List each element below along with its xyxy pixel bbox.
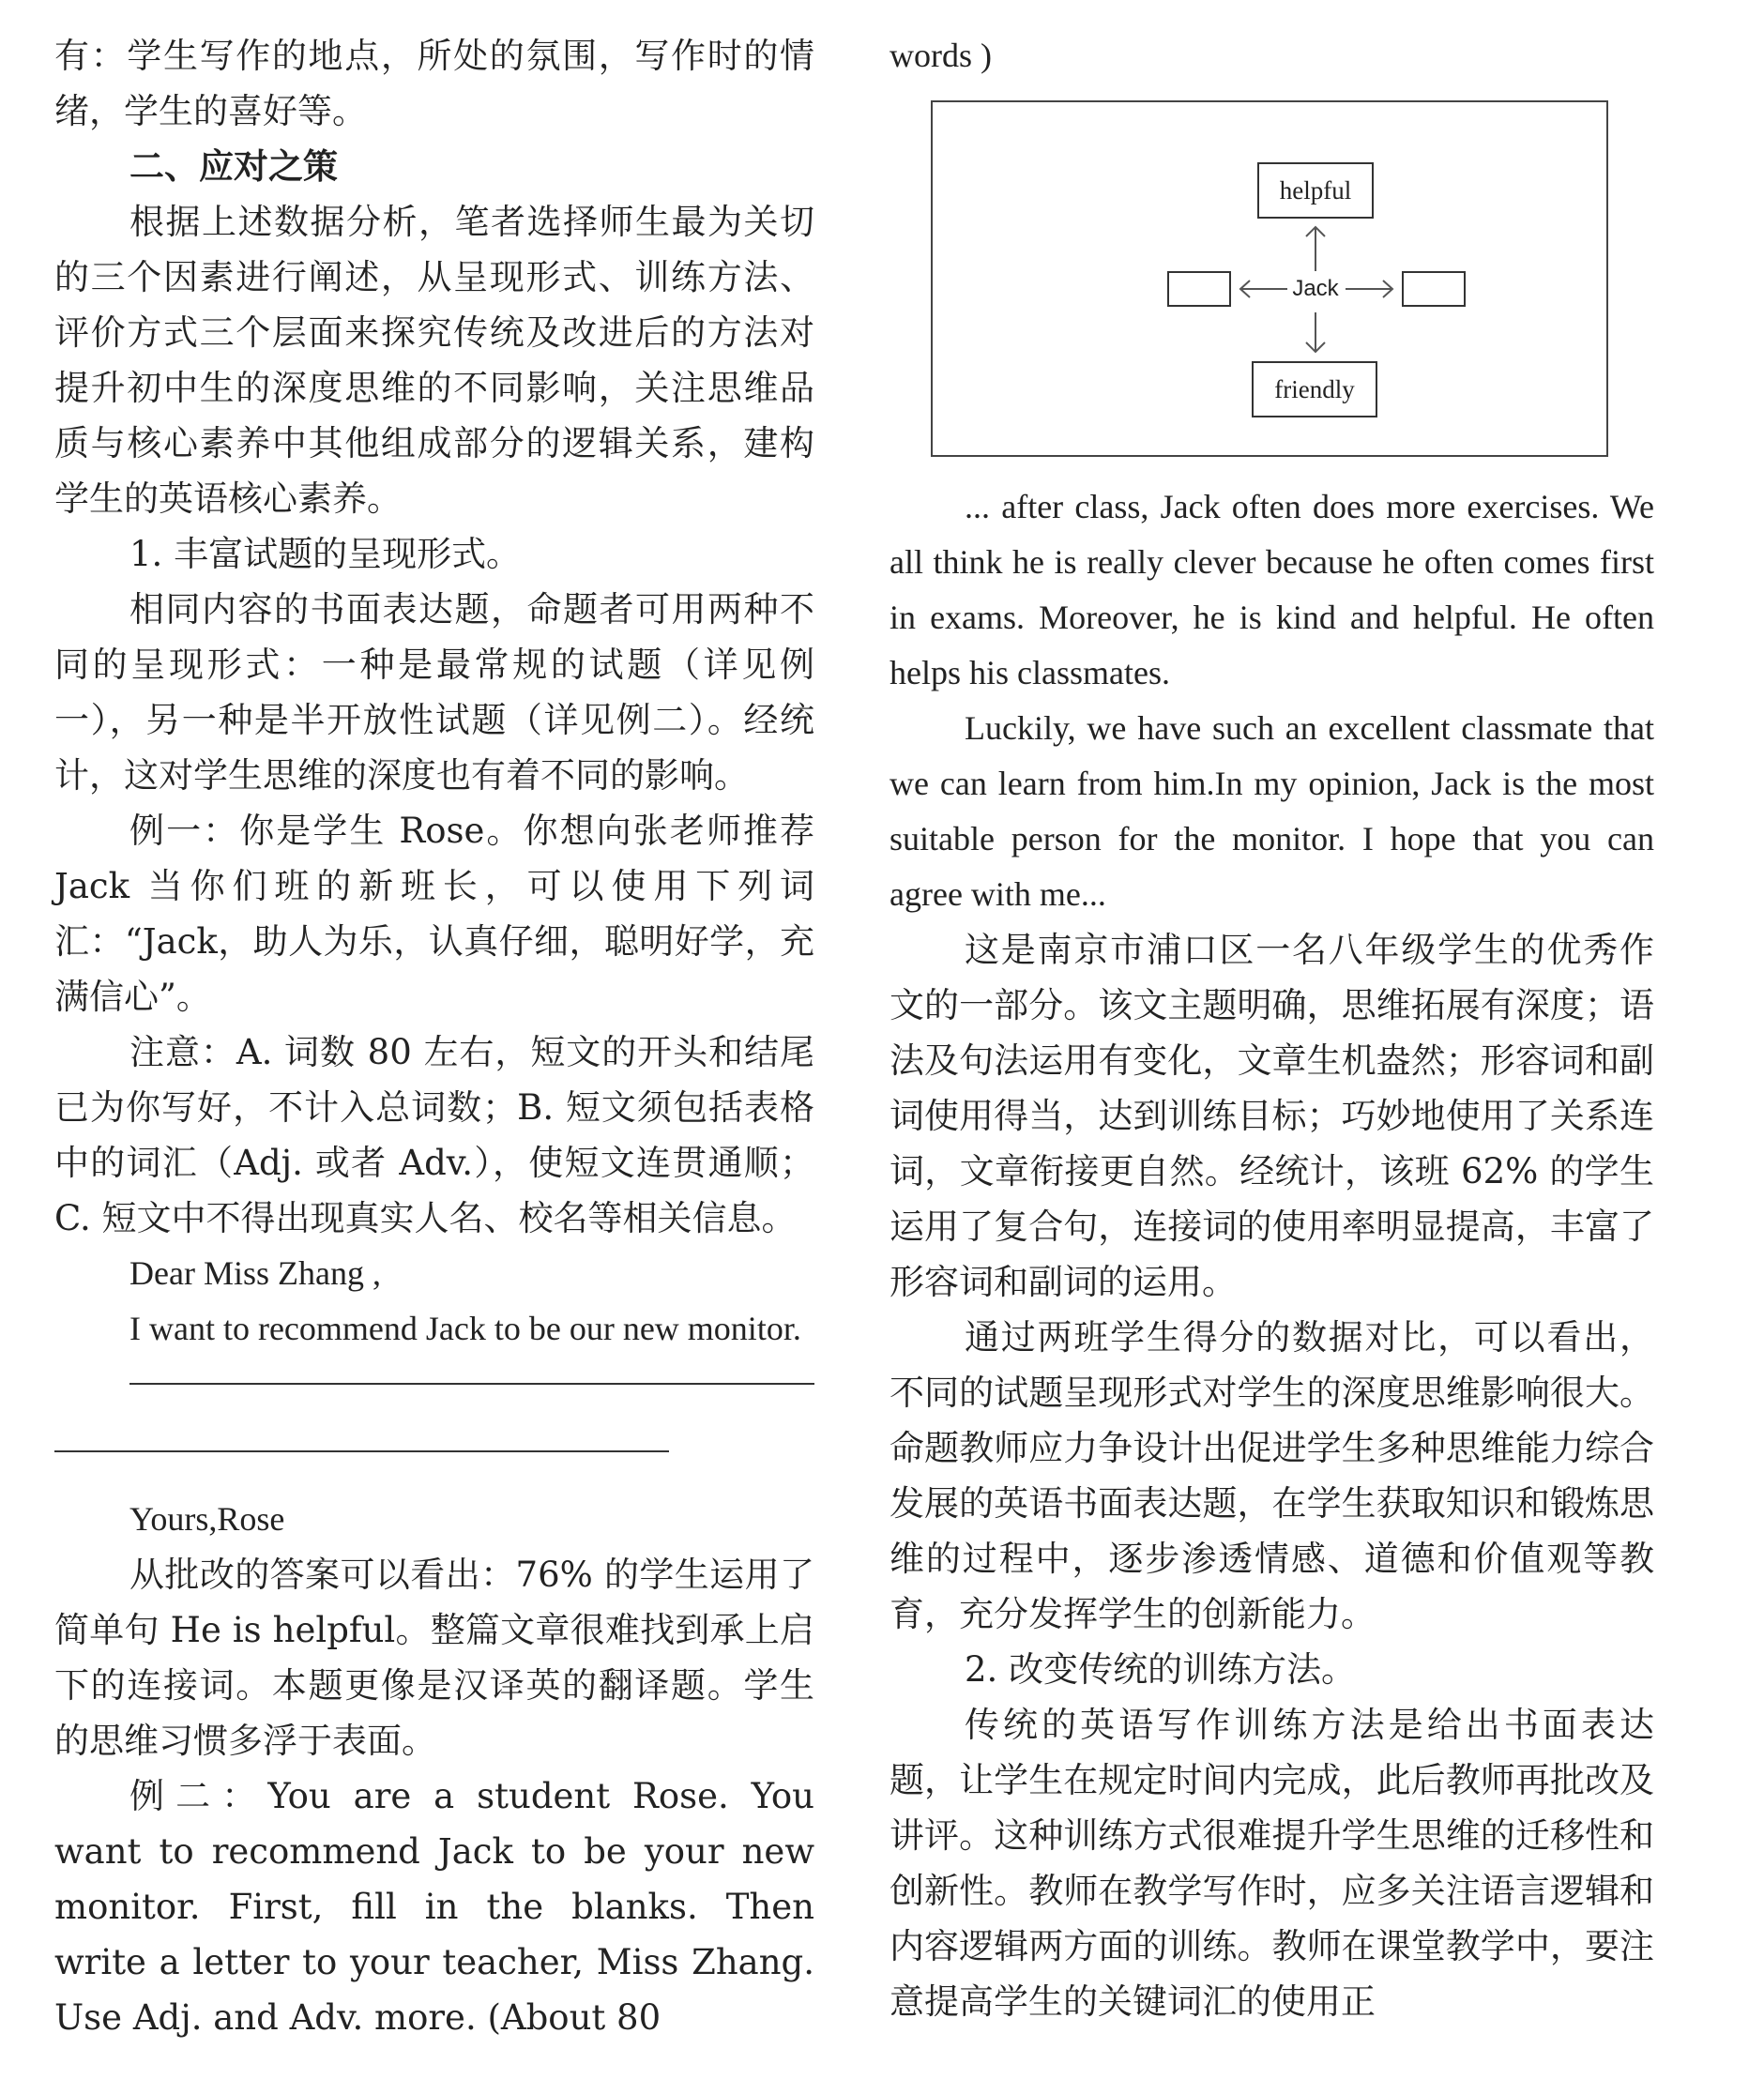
letter-signoff: Yours,Rose bbox=[129, 1500, 285, 1538]
paragraph-comparison: 通过两班学生得分的数据对比，可以看出，不同的试题呈现形式对学生的深度思维影响很大。命题教师应力争设计出促进学生多种思维能力综合发展的英语书面表达题，在学生获取知识和锻炼思维的过程中，逐步渗透情感、道德和价值观等教育，充分发挥学生的创新能力。 bbox=[890, 1317, 1654, 1634]
example-1-prompt: 例一：你是学生 Rose。你想向张老师推荐 Jack 当你们班的新班长，可以使用下列词汇：“Jack，助人为乐，认真仔细，聪明好学，充满信心”。 bbox=[54, 811, 814, 1017]
writing-blank-line bbox=[129, 1381, 814, 1385]
student-essay-paragraph-2: Luckily, we have such an excellent classmate that we can learn from him.In my opinion, Jack is the most suitable person for the monitor. I hope that you can agree with me... bbox=[890, 709, 1654, 913]
subheading-1: 1. 丰富试题的呈现形式。 bbox=[129, 534, 522, 574]
word-box-helpful: helpful bbox=[1257, 162, 1374, 219]
paragraph-intro-continuation: 有：学生写作的地点，所处的氛围，写作时的情绪，学生的喜好等。 bbox=[54, 36, 814, 131]
example-2-prompt: 例二：You are a student Rose. You want to recommend Jack to be your new monitor. First, fill in the blanks. Then write a letter to your teacher, Miss Zhang. Use Adj. and Adv. more. (About 80 bbox=[54, 1776, 814, 2038]
center-label-jack: Jack bbox=[1292, 276, 1339, 301]
left-column bbox=[54, 28, 814, 2045]
paragraph-presentation-forms: 相同内容的书面表达题，命题者可用两种不同的呈现形式：一种是最常规的试题（详见例一），另一种是半开放性试题（详见例二）。经统计，这对学生思维的深度也有着不同的影响。 bbox=[54, 589, 814, 796]
section-heading: 二、应对之策 bbox=[129, 145, 338, 187]
blank-box-right bbox=[1402, 271, 1466, 307]
example-1-note: 注意：A. 词数 80 左右，短文的开头和结尾已为你写好，不计入总词数；B. 短文须包括表格中的词汇（Adj. 或者 Adv.），使短文连贯通顺；C. 短文中不得出现真实人名、校名等相关信息。 bbox=[54, 1032, 814, 1238]
word-box-friendly: friendly bbox=[1252, 361, 1377, 417]
writing-blank-line bbox=[54, 1449, 669, 1452]
student-essay-paragraph-1: ... after class, Jack often does more exercises. We all think he is really clever because he often comes first in exams. Moreover, he is kind and helpful. He often helps his classmates. bbox=[890, 488, 1654, 691]
paragraph-essay-analysis: 这是南京市浦口区一名八年级学生的优秀作文的一部分。该文主题明确，思维拓展有深度；语法及句法运用有变化，文章生机盎然；形容词和副词使用得当，达到训练目标；巧妙地使用了关系连词，文章衔接更自然。经统计，该班 62% 的学生运用了复合句，连接词的使用率明显提高，丰富了形容词和副词的运用。 bbox=[890, 930, 1654, 1302]
letter-body: I want to recommend Jack to be our new monitor. bbox=[129, 1310, 801, 1347]
paragraph-training-methods: 传统的英语写作训练方法是给出书面表达题，让学生在规定时间内完成，此后教师再批改及讲评。这种训练方式很难提升学生思维的迁移性和创新性。教师在教学写作时，应多关注语言逻辑和内容逻辑两方面的训练。教师在课堂教学中，要注意提高学生的关键词汇的使用正 bbox=[890, 1705, 1654, 2022]
subheading-2: 2. 改变传统的训练方法。 bbox=[965, 1649, 1357, 1690]
letter-greeting: Dear Miss Zhang , bbox=[129, 1254, 381, 1292]
blank-box-left bbox=[1167, 271, 1231, 307]
paragraph-example-1-analysis: 从批改的答案可以看出：76% 的学生运用了简单句 He is helpful。整篇文章很难找到承上启下的连接词。本题更像是汉译英的翻译题。学生的思维习惯多浮于表面。 bbox=[54, 1555, 814, 1761]
example-2-continuation: words ) bbox=[890, 37, 992, 74]
paragraph-strategy-overview: 根据上述数据分析，笔者选择师生最为关切的三个因素进行阐述，从呈现形式、训练方法、评价方式三个层面来探究传统及改进后的方法对提升初中生的深度思维的不同影响，关注思维品质与核心素养中其他组成部分的逻辑关系，建构学生的英语核心素养。 bbox=[54, 202, 814, 519]
right-column bbox=[890, 28, 1654, 2029]
word-map-figure bbox=[931, 100, 1608, 457]
